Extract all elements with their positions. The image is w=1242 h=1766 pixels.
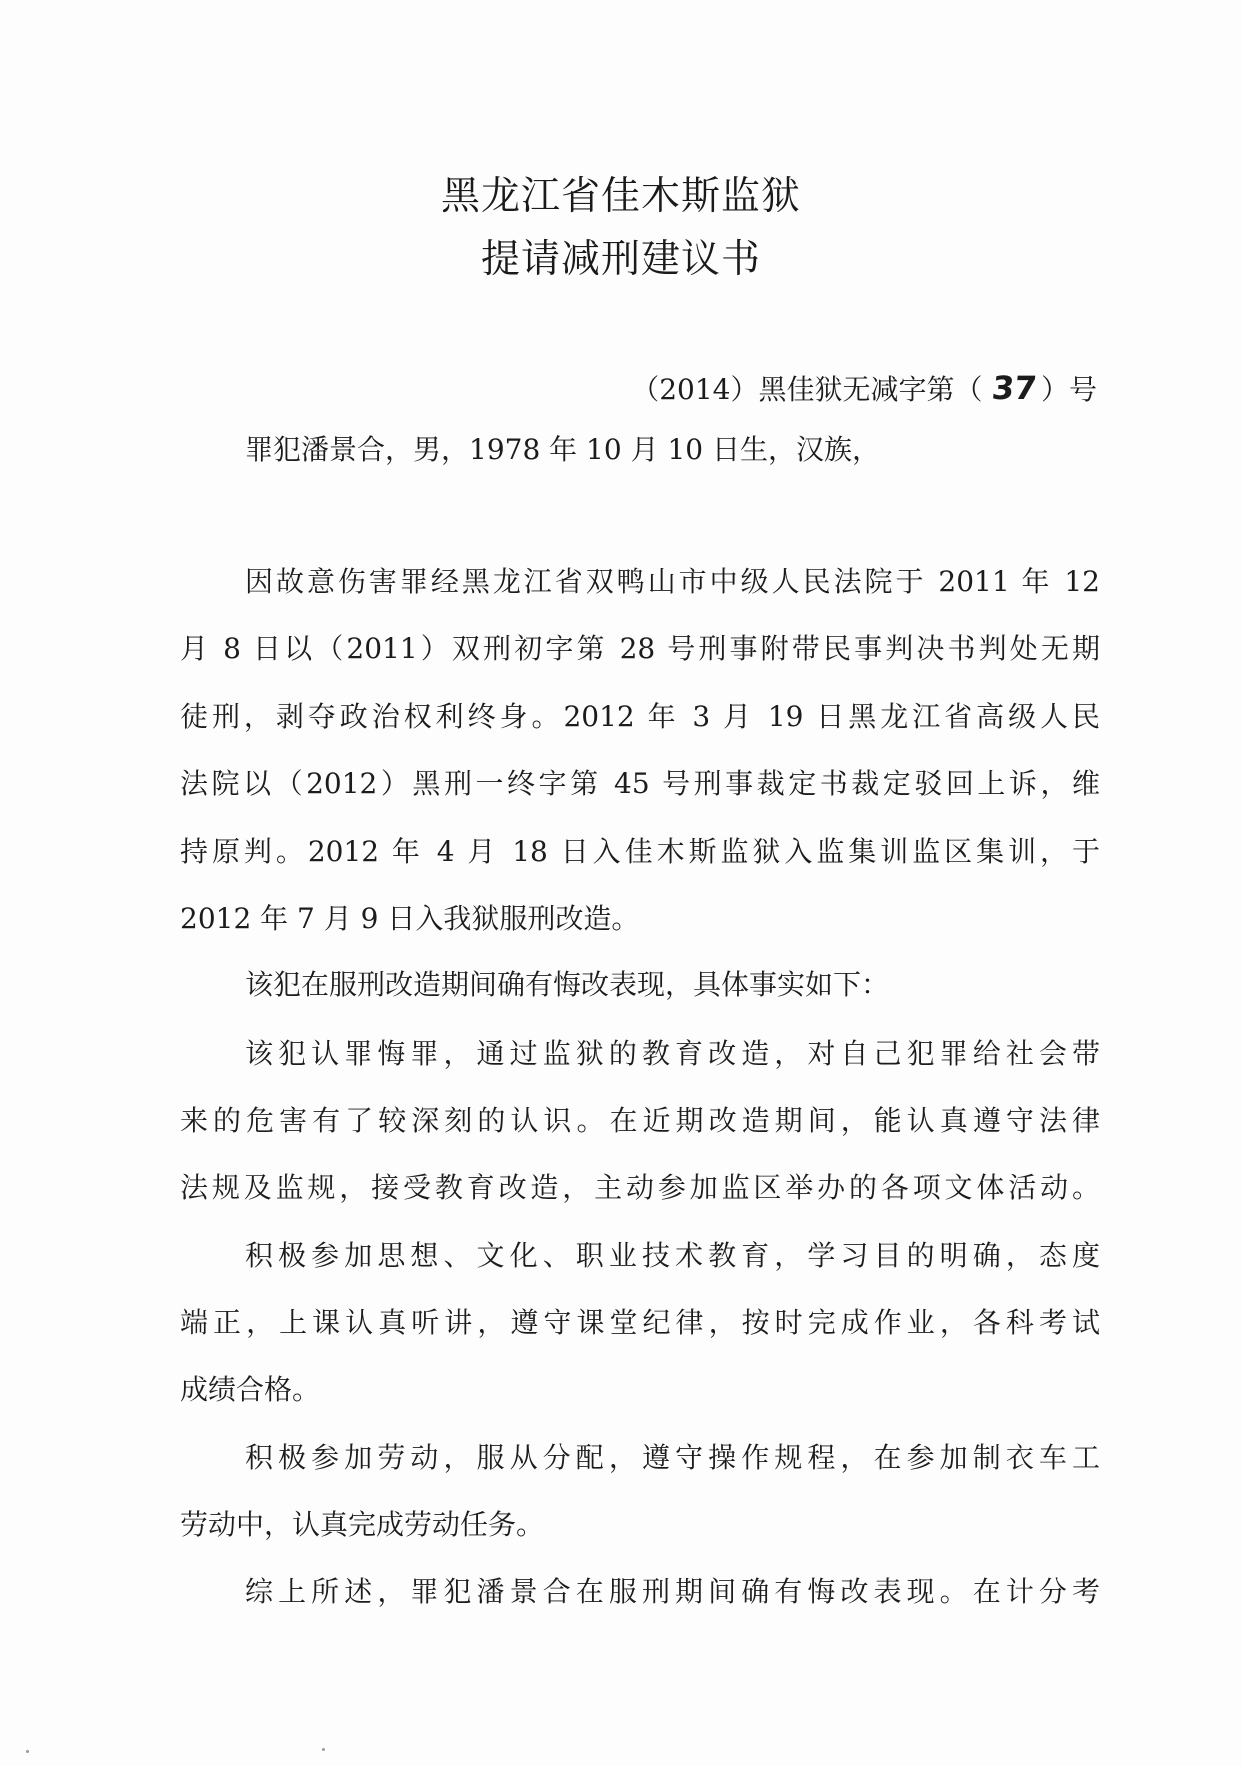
text-line: 2012 年 7 月 9 日入我狱服刑改造。	[180, 902, 640, 935]
text-line: 持原判。2012 年 4 月 18 日入佳木斯监狱入监集训监区集训，于	[180, 835, 1100, 868]
text-line: 来的危害有了较深刻的认识。在近期改造期间，能认真遵守法律	[180, 1104, 1100, 1137]
document-number	[631, 368, 1097, 408]
text-line: 积极参加思想、文化、职业技术教育，学习目的明确，态度	[245, 1239, 1100, 1272]
text-line: 劳动中，认真完成劳动任务。	[180, 1508, 545, 1541]
text-line: 徒刑，剥夺政治权利终身。2012 年 3 月 19 日黑龙江省高级人民	[180, 700, 1100, 733]
document-number-suffix: ）号	[1040, 373, 1097, 406]
text-line: 法规及监规，接受教育改造，主动参加监区举办的各项文体活动。	[180, 1171, 1100, 1204]
text-line: 月 8 日以（2011）双刑初字第 28 号刑事附带民事判决书判处无期	[180, 632, 1100, 665]
text-line: 成绩合格。	[180, 1373, 321, 1406]
text-line: 该犯认罪悔罪，通过监狱的教育改造，对自己犯罪给社会带	[245, 1037, 1100, 1070]
text-line: 法院以（2012）黑刑一终字第 45 号刑事裁定书裁定驳回上诉，维	[180, 767, 1100, 800]
text-line: 端正，上课认真听讲，遵守课堂纪律，按时完成作业，各科考试	[180, 1306, 1100, 1339]
document-title-line2: 提请减刑建议书	[480, 237, 761, 282]
text-line: 综上所述，罪犯潘景合在服刑期间确有悔改表现。在计分考	[245, 1575, 1100, 1608]
text-line: 因故意伤害罪经黑龙江省双鸭山市中级人民法院于 2011 年 12	[245, 565, 1100, 598]
document-number-prefix: （2014）黑佳狱无减字第（	[631, 373, 983, 406]
text-line: 该犯在服刑改造期间确有悔改表现，具体事实如下：	[245, 968, 890, 1001]
text-line: 积极参加劳动，服从分配，遵守操作规程，在参加制衣车工	[245, 1441, 1100, 1474]
document-number-value: 37	[990, 369, 1039, 407]
document-title-line1: 黑龙江省佳木斯监狱	[440, 174, 801, 219]
scan-speck	[26, 1750, 29, 1753]
text-line: 罪犯潘景合，男，1978 年 10 月 10 日生，汉族，	[245, 433, 881, 466]
scan-speck	[322, 1748, 325, 1751]
